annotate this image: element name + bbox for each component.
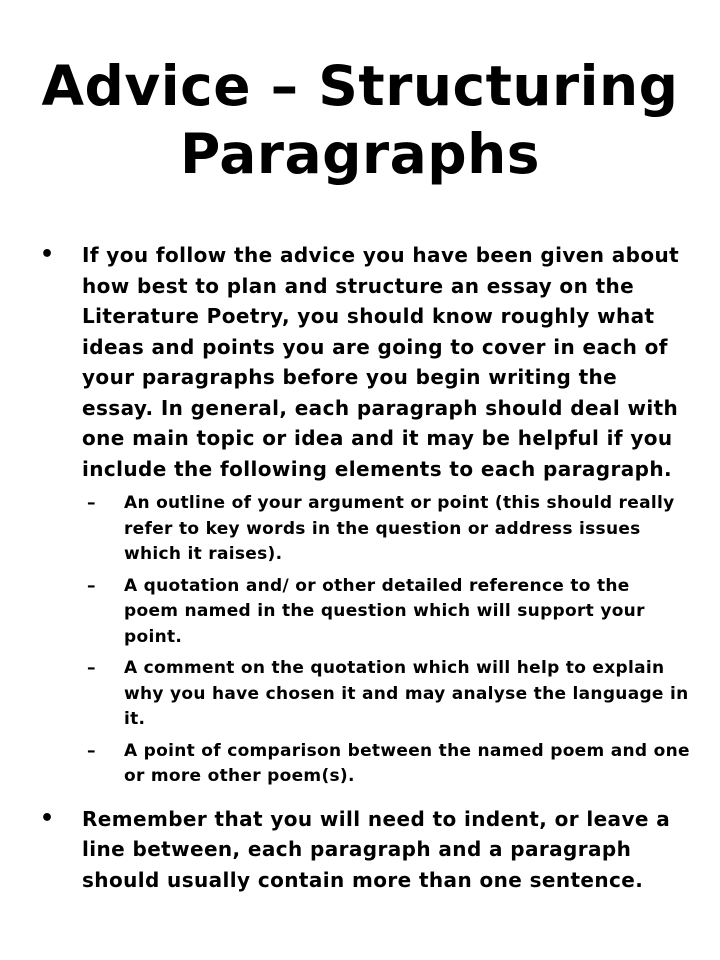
dash-marker-icon: – — [87, 740, 96, 761]
bullet-text: If you follow the advice you have been given about how best to plan and structure an essay on the Literature Poetry, you should know roughly what ideas and points you are going to cover in each of your paragraphs before you begin writing the essay. In general, each paragraph should deal with one main topic or idea and it may be helpful if you include the following elements to each paragraph. — [82, 243, 680, 481]
dash-marker-icon: – — [87, 658, 96, 678]
sub-bullet-item — [87, 656, 690, 733]
dash-marker-icon: – — [87, 575, 96, 596]
bullet-marker-icon: • — [40, 805, 55, 831]
sub-bullet-item — [87, 739, 690, 790]
sub-bullet-text: An outline of your argument or point (this should really refer to key words in the question or address issues which it raises). — [124, 493, 675, 564]
sub-bullet-item — [87, 491, 690, 568]
sub-bullet-item — [87, 574, 690, 651]
slide-title: Advice – Structuring Paragraphs — [41, 54, 679, 186]
sub-bullet-text: A comment on the quotation which will help to explain why you have chosen it and may analyse the language in it. — [124, 658, 689, 729]
bullet-item — [0, 240, 720, 790]
bullet-marker-icon: • — [40, 242, 55, 267]
sub-bullet-text: A quotation and/ or other detailed reference to the poem named in the question which will support your point. — [124, 575, 645, 647]
sub-bullet-text: A point of comparison between the named poem and one or more other poem(s). — [124, 740, 690, 786]
sub-bullet-list — [82, 491, 690, 790]
bullet-item — [0, 804, 720, 896]
bullet-text: Remember that you will need to indent, or leave a line between, each paragraph and a paragraph should usually contain more than one sentence. — [82, 806, 671, 892]
dash-marker-icon: – — [87, 493, 96, 513]
bullet-list — [0, 240, 720, 895]
